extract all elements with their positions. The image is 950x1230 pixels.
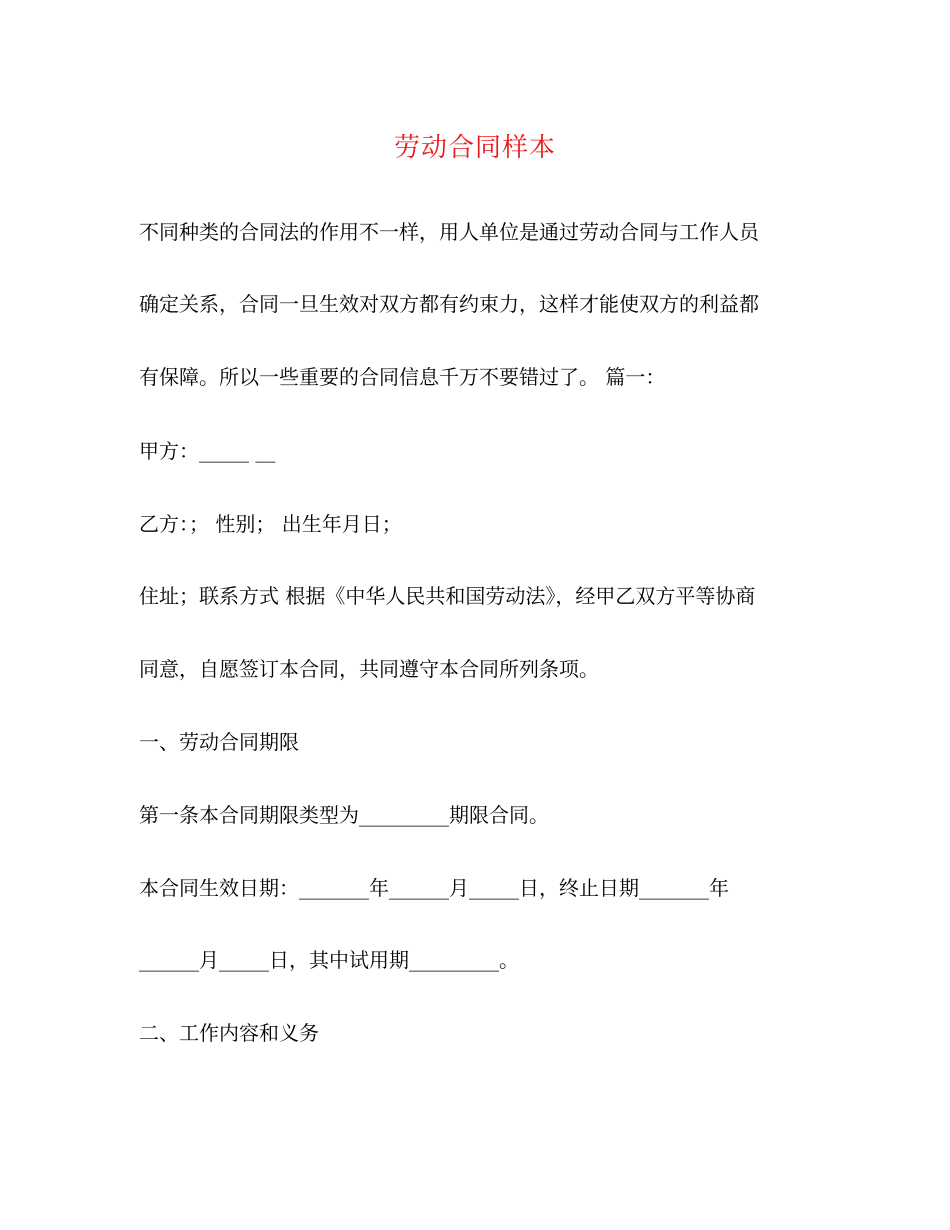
probation-line: ______月_____日，其中试用期_________。 (139, 948, 519, 972)
address-line: 住址；联系方式 根据《中华人民共和国劳动法》，经甲乙双方平等协商 (139, 584, 756, 608)
article-1-line: 第一条本合同期限类型为_________期限合同。 (139, 803, 549, 827)
paragraph-line-1: 不同种类的合同法的作用不一样，用人单位是通过劳动合同与工作人员 (139, 220, 759, 244)
party-a-line: 甲方：_____ __ (139, 439, 276, 463)
section-1-heading: 一、劳动合同期限 (139, 730, 299, 754)
paragraph-line-3: 有保障。所以一些重要的合同信息千万不要错过了。 篇一： (139, 365, 666, 389)
effective-date-line: 本合同生效日期：_______年______月_____日，终止日期_______年 (139, 876, 729, 900)
agreement-line: 同意，自愿签订本合同，共同遵守本合同所列条项。 (139, 657, 599, 681)
document-title: 劳动合同样本 (393, 133, 556, 163)
party-b-line: 乙方：； 性别； 出生年月日； (139, 512, 402, 536)
paragraph-line-2: 确定关系，合同一旦生效对双方都有约束力，这样才能使双方的利益都 (139, 292, 759, 316)
section-2-heading: 二、工作内容和义务 (139, 1021, 319, 1045)
